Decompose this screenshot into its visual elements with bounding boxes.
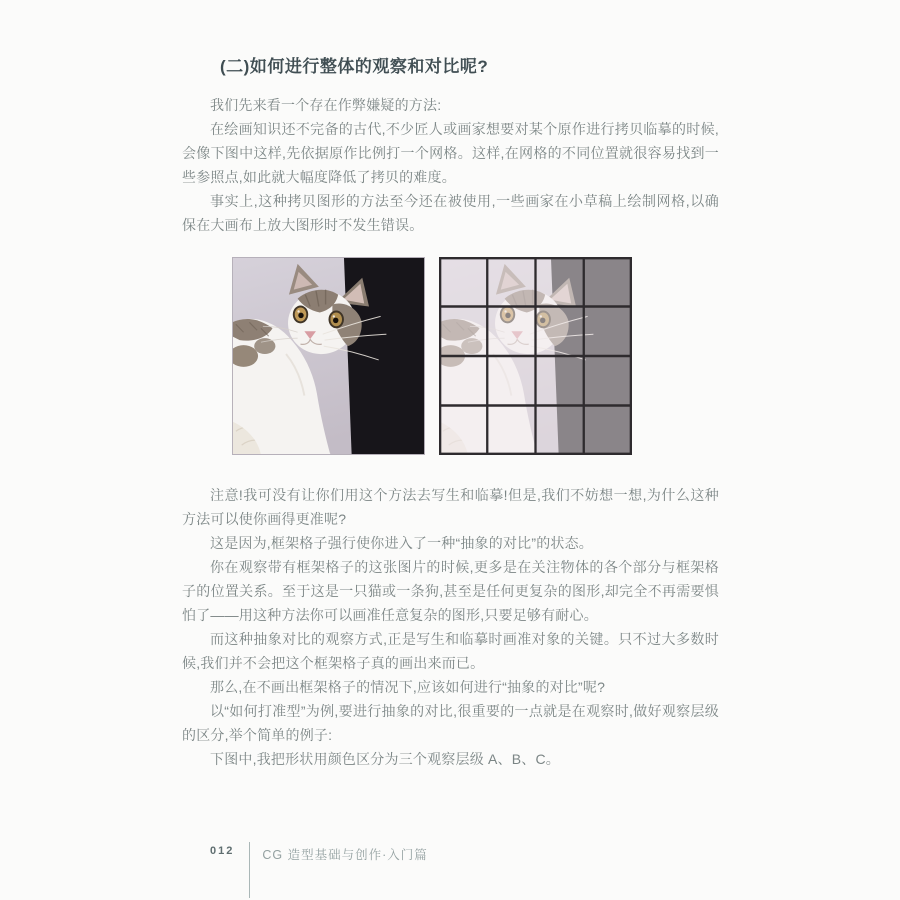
text-column xyxy=(182,55,719,771)
paragraph: 那么,在不画出框架格子的情况下,应该如何进行“抽象的对比”呢? xyxy=(210,679,606,695)
cat-photo-grid-illustration xyxy=(439,257,632,455)
book-title: CG 造型基础与创作·入门篇 xyxy=(262,848,428,862)
section-heading: (二)如何进行整体的观察和对比呢? xyxy=(220,57,489,76)
paragraph: 事实上,这种拷贝图形的方法至今还在被使用,一些画家在小草稿上绘制网格,以确保在大画布上放大图形时不发生错误。 xyxy=(182,193,719,233)
cat-photo xyxy=(232,257,425,455)
paragraph: 你在观察带有框架格子的这张图片的时候,更多是在关注物体的各个部分与框架格子的位置关系。至于这是一只猫或一条狗,甚至是任何更复杂的图形,却完全不再需要惧怕了——用这种方法你可以画准任意复杂的图形,只要足够有耐心。 xyxy=(182,559,719,623)
figure-row xyxy=(232,257,719,455)
paragraph: 而这种抽象对比的观察方式,正是写生和临摹时画准对象的关键。只不过大多数时候,我们并不会把这个框架格子真的画出来而已。 xyxy=(182,631,719,671)
paragraph: 以“如何打准型”为例,要进行抽象的对比,很重要的一点就是在观察时,做好观察层级的区分,举个简单的例子: xyxy=(182,703,719,743)
paragraph: 下图中,我把形状用颜色区分为三个观察层级 A、B、C。 xyxy=(210,751,560,767)
paragraph: 在绘画知识还不完备的古代,不少匠人或画家想要对某个原作进行拷贝临摹的时候,会像下图中这样,先依据原作比例打一个网格。这样,在网格的不同位置就很容易找到一些参照点,如此就大幅度降低了拷贝的难度。 xyxy=(182,121,719,185)
page-footer xyxy=(210,842,428,898)
paragraph: 注意!我可没有让你们用这个方法去写生和临摹!但是,我们不妨想一想,为什么这种方法可以使你画得更准呢? xyxy=(182,487,719,527)
cat-photo-with-grid xyxy=(439,257,632,455)
page-number: 012 xyxy=(210,845,235,857)
paragraph: 我们先来看一个存在作弊嫌疑的方法: xyxy=(210,97,442,113)
footer-divider xyxy=(249,842,250,898)
cat-photo-illustration xyxy=(232,257,425,455)
paragraph: 这是因为,框架格子强行使你进入了一种“抽象的对比”的状态。 xyxy=(210,535,594,551)
